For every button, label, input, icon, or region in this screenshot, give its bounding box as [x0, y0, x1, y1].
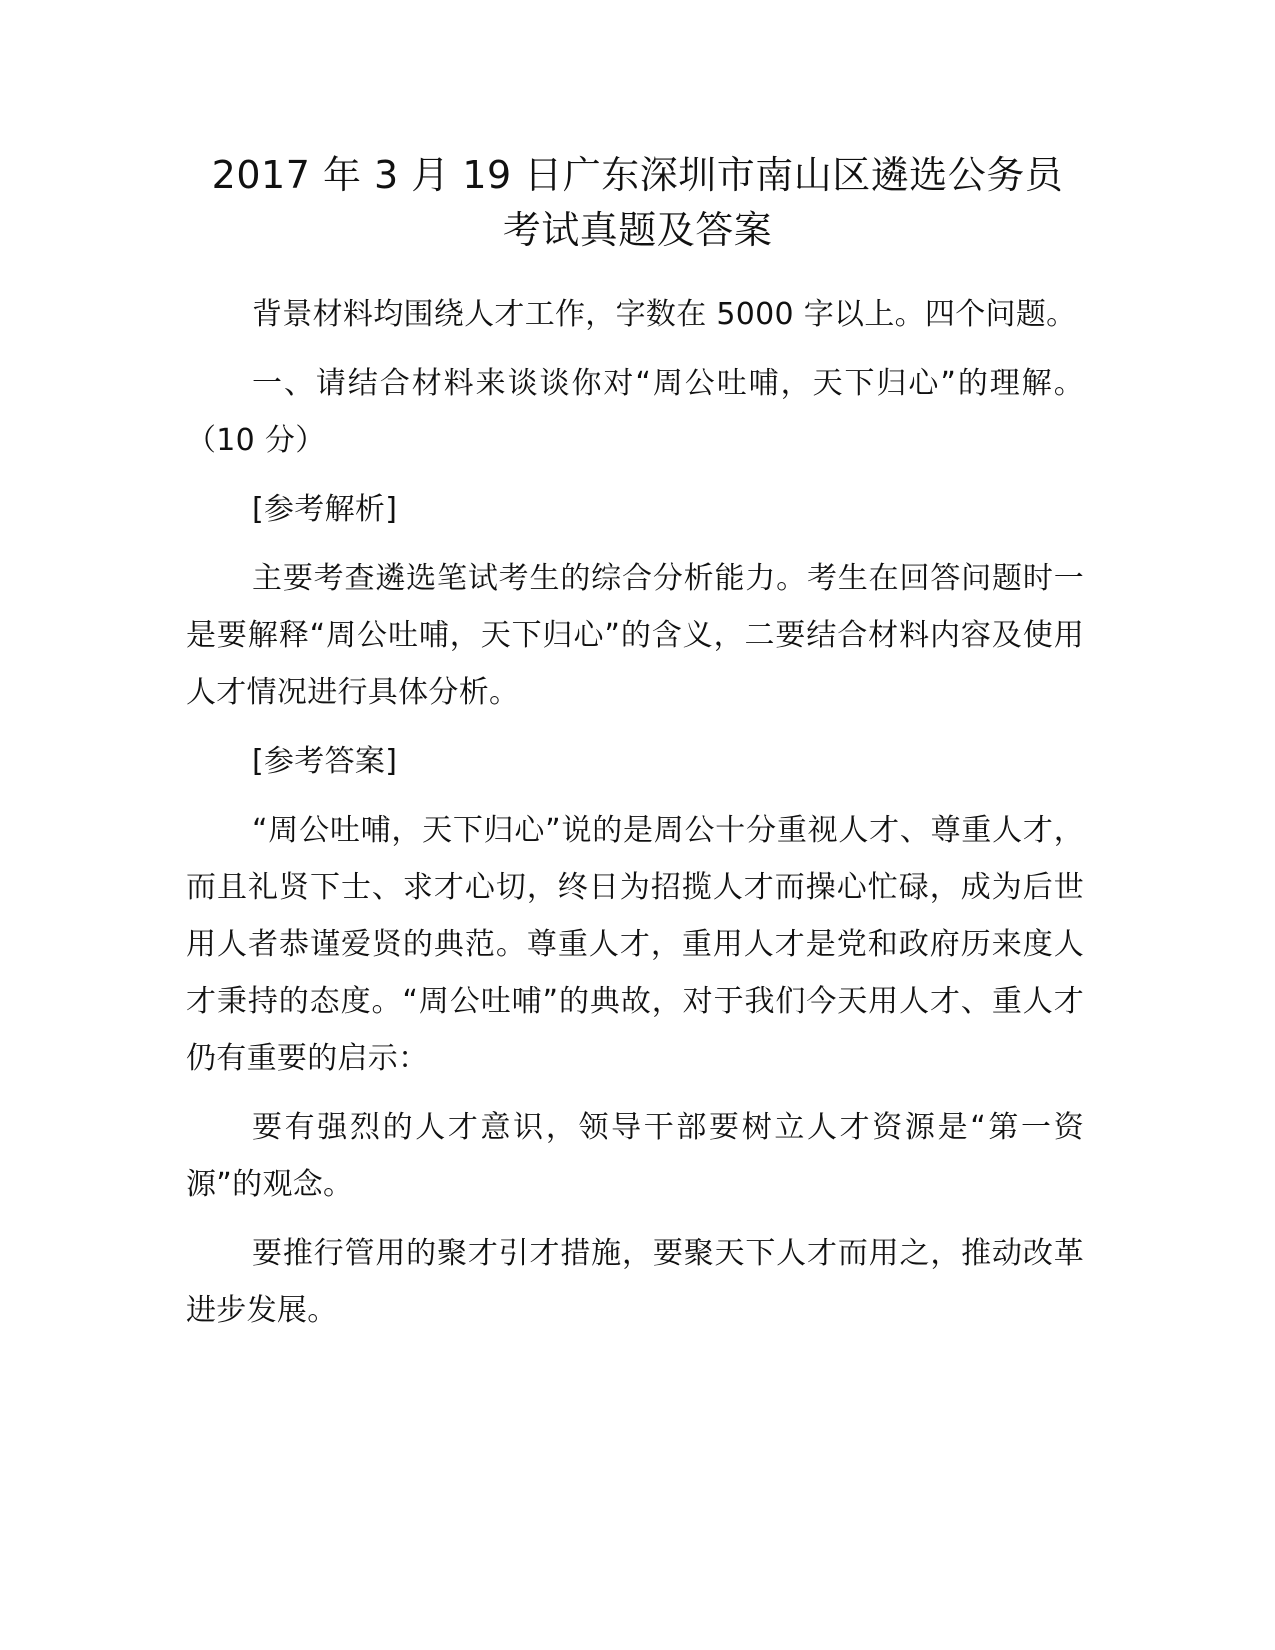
- paragraph-answer-intro: “周公吐哺，天下归心”说的是周公十分重视人才、尊重人才，而且礼贤下士、求才心切，终日为招揽人才而操心忙碌，成为后世用人者恭谨爱贤的典范。尊重人才，重用人才是党和政府历来度人才秉持的态度。“周公吐哺”的典故，对于我们今天用人才、重人才仍有重要的启示：: [186, 813, 1084, 1076]
- paragraph-analysis: 主要考查遴选笔试考生的综合分析能力。考生在回答问题时一是要解释“周公吐哺，天下归心”的含义，二要结合材料内容及使用人才情况进行具体分析。: [186, 561, 1084, 710]
- paragraph-answer-point-2: 要推行管用的聚才引才措施，要聚天下人才而用之，推动改革进步发展。: [186, 1236, 1084, 1328]
- paragraph-background: 背景材料均围绕人才工作，字数在 5000 字以上。四个问题。: [252, 297, 1077, 332]
- document-title: [150, 148, 1125, 258]
- paragraph-question-1: 一、请结合材料来谈谈你对“周公吐哺，天下归心”的理解。（10 分）: [186, 366, 1084, 458]
- heading-reference-analysis: [参考解析]: [252, 492, 398, 527]
- paragraph-answer-point-1: 要有强烈的人才意识，领导干部要树立人才资源是“第一资源”的观念。: [186, 1110, 1084, 1202]
- heading-reference-answer: [参考答案]: [252, 744, 398, 779]
- title-line-2: 考试真题及答案: [502, 208, 773, 252]
- document-body: [186, 286, 1084, 1351]
- title-line-1: 2017 年 3 月 19 日广东深圳市南山区遴选公务员: [211, 153, 1064, 197]
